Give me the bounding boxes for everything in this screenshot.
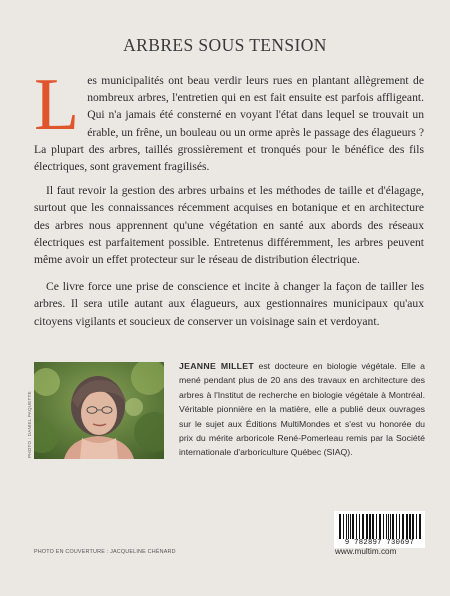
paragraph-1-text: es municipalités ont beau verdir leurs rues en plantant allègrement de nombreux arbres, l'entretien qui en est fait ensuite est parfois affligeant. Qui n'a jamais été consterné en voyant l'état dans lequel se trouvait un érable, un frêne, un bouleau ou un orme après le passage des élagueurs ? La plupart des arbres, taillés grossièrement et tronqués pour le bénéfice des fils électriques, sont gravement fragilisés. — [34, 74, 424, 174]
publisher-website[interactable]: www.multim.com — [335, 547, 397, 556]
barcode-bar — [390, 514, 391, 539]
drop-cap: L — [34, 64, 80, 146]
author-name: JEANNE MILLET — [179, 361, 254, 371]
barcode-bar — [356, 514, 357, 539]
author-portrait-image — [34, 362, 164, 459]
barcode-bar — [376, 514, 377, 539]
barcode-bar — [396, 514, 397, 539]
barcode-bar — [383, 514, 384, 539]
barcode-bars — [338, 514, 421, 539]
paragraph-2: Il faut revoir la gestion des arbres urbains et les méthodes de taille et d'élagage, surtout que les connaissances récemment acquises en botanique et en architecture des arbres nous apprennent qu'une végétation en santé aux abords des réseaux électriques est parfaitement possible. Entretenus différemment, les arbres peuvent même avoir un effet protecteur sur le réseau de distribution électrique. — [34, 184, 424, 267]
isbn-barcode — [334, 511, 425, 548]
barcode-bar — [366, 514, 368, 539]
barcode-bar — [369, 514, 371, 539]
barcode-bar — [416, 514, 417, 539]
paragraph-3: Ce livre force une prise de conscience et incite à changer la façon de tailler les arbres. Il sera utile autant aux élagueurs, aux gestionnaires municipaux qu'aux citoyens vigilants et soucieux de conserver un voisinage sain et verdoyant. — [34, 280, 424, 328]
barcode-bar — [412, 514, 414, 539]
author-bio-text: est docteure en biologie végétale. Elle a mené pendant plus de 20 ans des travaux en architecture des arbres à l'Institut de recherche en biologie végétale à Montréal. Véritable pionnière en la matière, elle a publié deux ouvrages sur le sujet aux Éditions MultiMondes et s'est vu honorée du prix du mérite arboricole René-Pomerleau remis par la Société internationale d'arboriculture Québec (SIAQ). — [179, 361, 426, 458]
barcode-bar — [372, 514, 374, 539]
barcode-bar — [386, 514, 387, 539]
barcode-bar — [339, 514, 341, 539]
barcode-bar — [392, 514, 394, 539]
author-photo — [34, 362, 164, 459]
barcode-bar — [362, 514, 364, 539]
barcode-bar — [409, 514, 411, 539]
barcode-bar — [406, 514, 408, 539]
page-title: ARBRES SOUS TENSION — [123, 35, 327, 55]
barcode-bar — [343, 514, 344, 539]
barcode-bar — [399, 514, 400, 539]
barcode-bar — [419, 514, 421, 539]
barcode-bar — [388, 514, 389, 539]
back-cover-blurb — [34, 64, 424, 340]
author-bio — [179, 359, 425, 460]
paragraph-1 — [34, 64, 424, 175]
cover-photo-credit: PHOTO EN COUVERTURE : JACQUELINE CHÉNARD — [34, 549, 176, 555]
barcode-bar — [359, 514, 360, 539]
barcode-bar — [352, 514, 354, 539]
barcode-bar — [379, 514, 381, 539]
barcode-bar — [346, 514, 347, 539]
isbn-number: 9 782897 730697 — [344, 539, 415, 547]
barcode-bar — [350, 514, 351, 539]
barcode-bar — [348, 514, 349, 539]
barcode-bar — [402, 514, 404, 539]
photo-credit: PHOTO : DANIEL PAQUETTE — [27, 391, 32, 458]
